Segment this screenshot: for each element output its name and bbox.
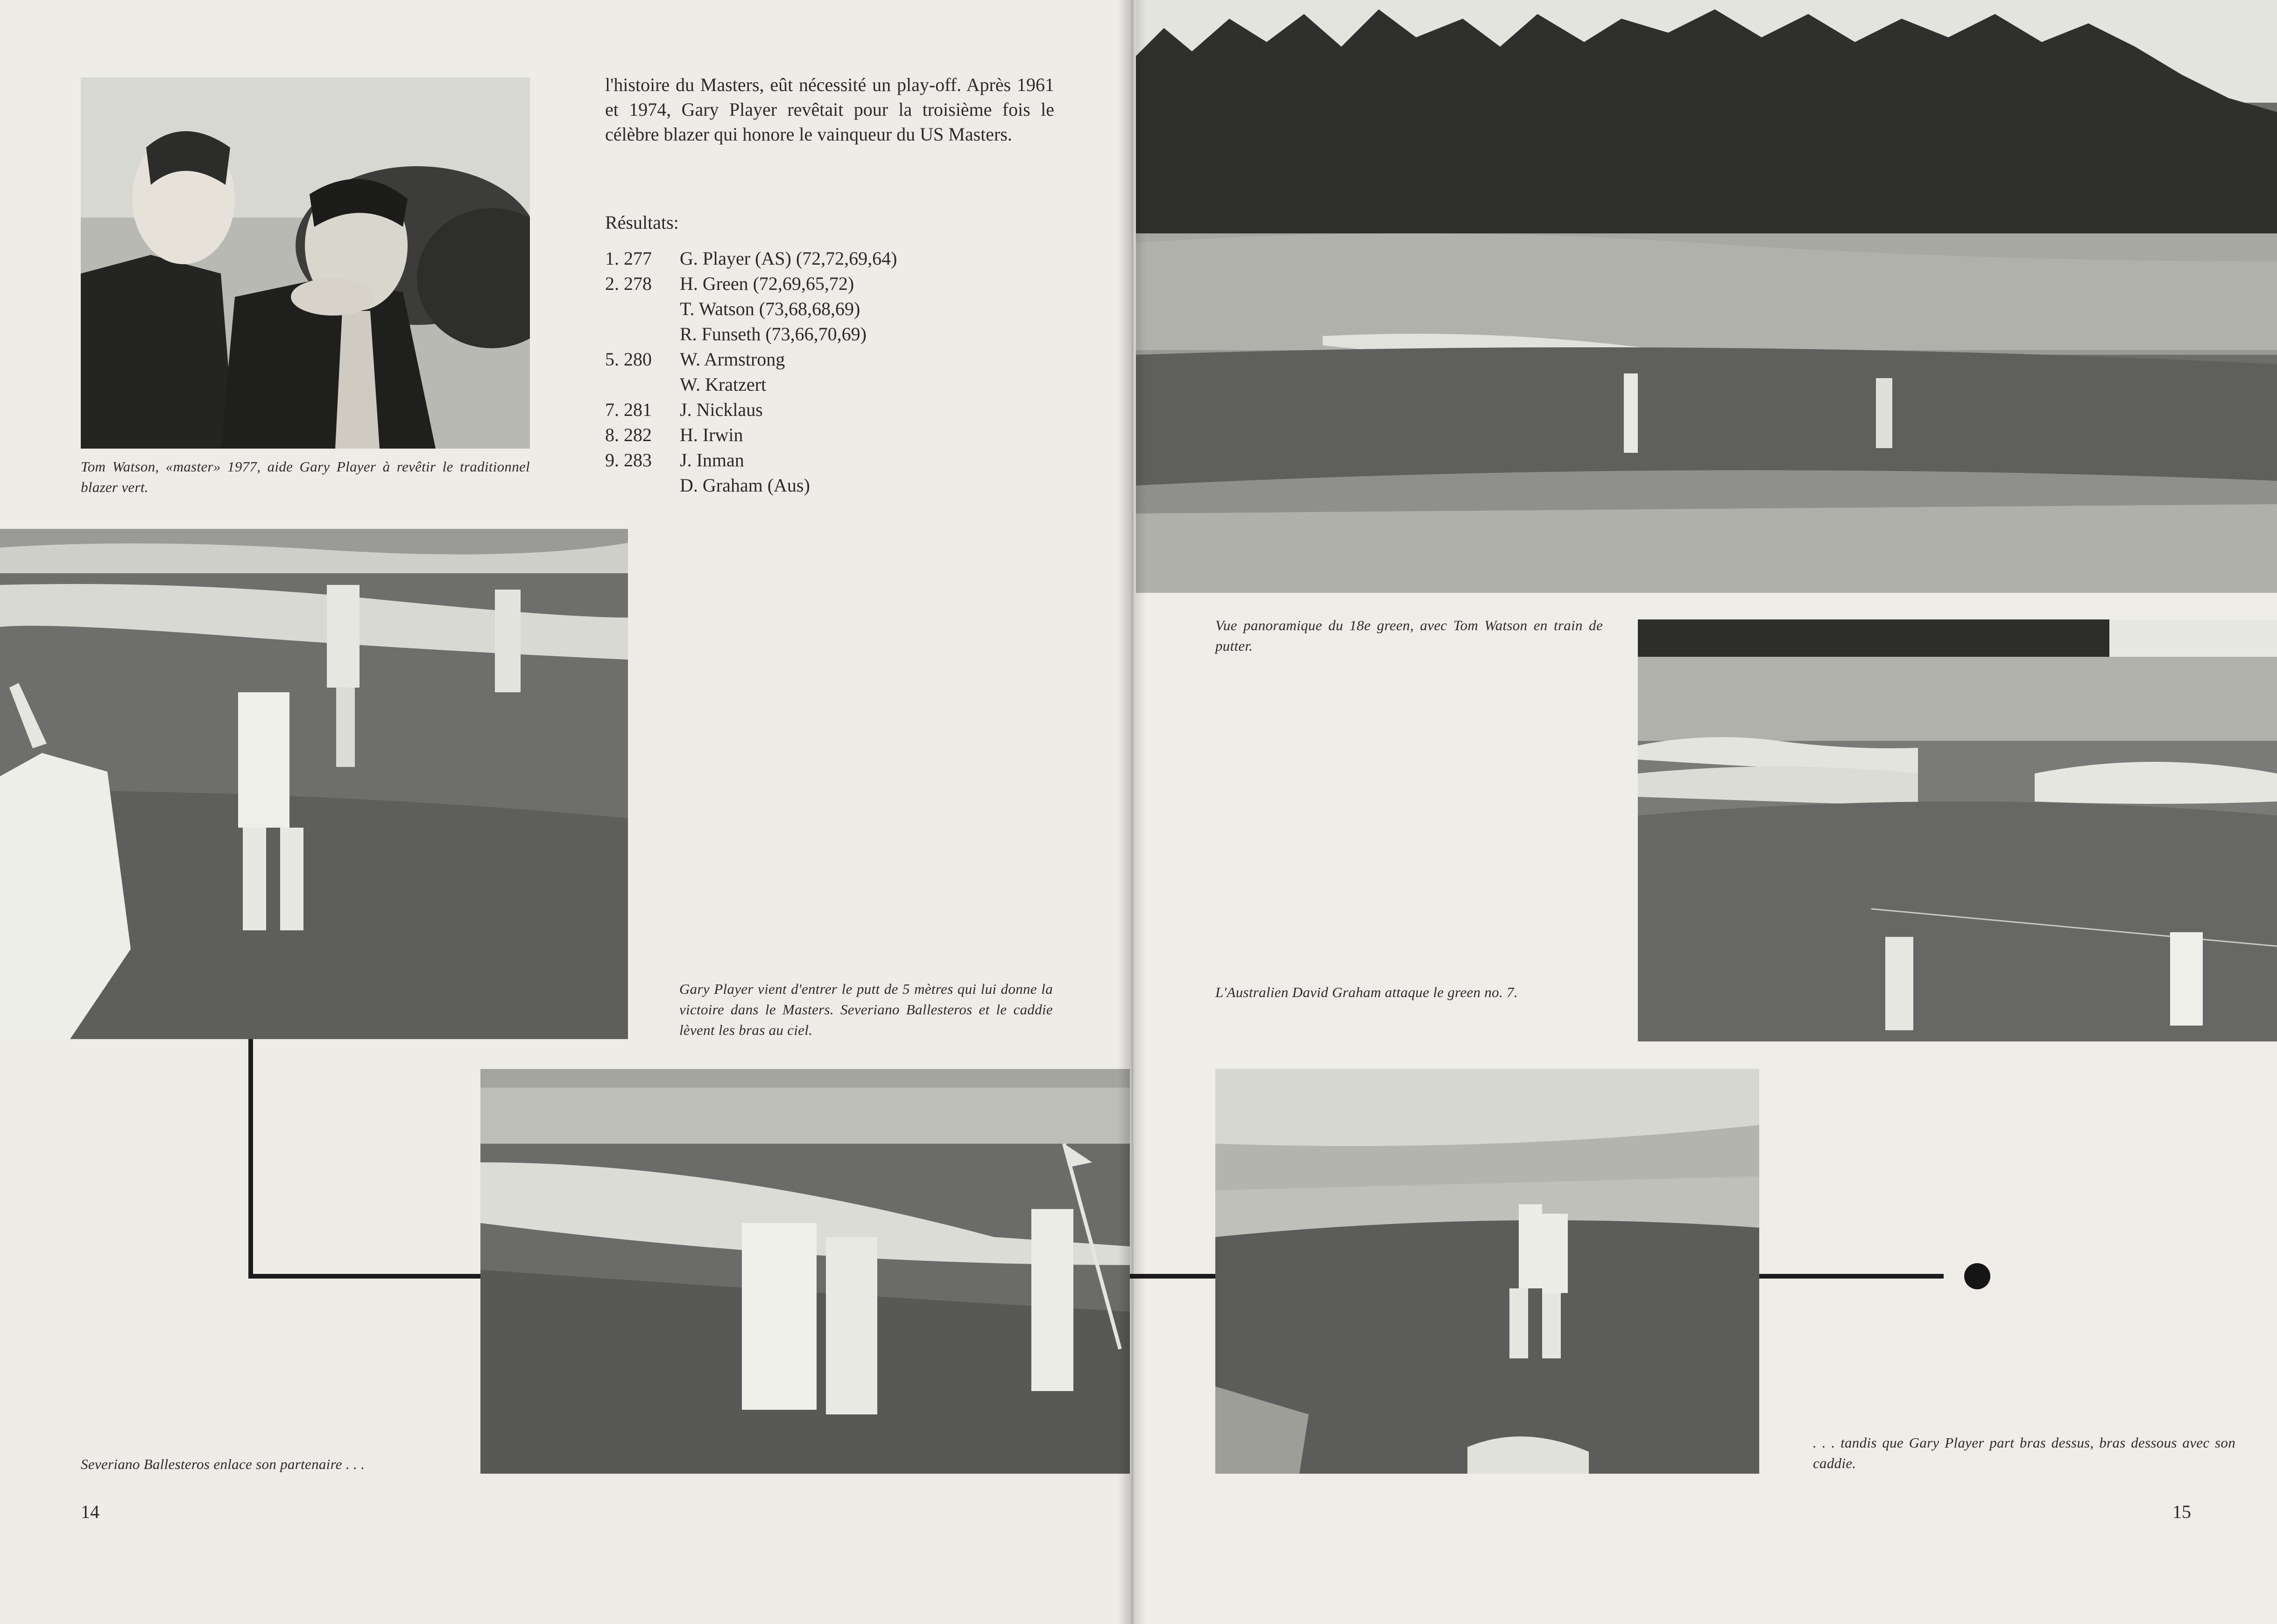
right-page <box>1130 0 2277 1624</box>
page-number-right: 15 <box>2172 1501 2191 1522</box>
result-player: H. Green (72,69,65,72) <box>680 273 854 294</box>
result-row <box>605 422 897 448</box>
caption-graham: L'Australien David Graham attaque le green no. 7. <box>1215 984 1518 1000</box>
caption-caddie: . . . tandis que Gary Player part bras dessus, bras dessous avec son caddie. <box>1813 1434 2235 1471</box>
result-row <box>605 397 897 422</box>
result-rank: 7. 281 <box>605 399 652 420</box>
page-number-left: 14 <box>81 1501 99 1522</box>
result-row <box>605 347 897 372</box>
caption-putt: Gary Player vient d'entrer le putt de 5 mètres qui lui donne la victoire dans le Masters. Severiano Ballesteros et le caddie lèvent les bras au ciel. <box>679 981 1053 1038</box>
result-row <box>605 322 897 347</box>
result-player: J. Inman <box>680 450 744 471</box>
result-player: H. Irwin <box>680 424 743 445</box>
book-gutter <box>1118 0 1146 1624</box>
intro-paragraph: l'histoire du Masters, eût nécessité un play-off. Après 1961 et 1974, Gary Player revêtait pour la troisième fois le célèbre blazer qui honore le vainqueur du US Masters. <box>605 74 1054 145</box>
result-rank: 2. 278 <box>605 273 652 294</box>
end-dot <box>1964 1263 1990 1289</box>
photo-caddie <box>1215 1069 1759 1474</box>
result-rank: 1. 277 <box>605 248 652 269</box>
result-player: W. Kratzert <box>680 374 767 395</box>
results-list <box>605 246 897 498</box>
result-rank <box>605 473 680 498</box>
photo-panorama <box>1136 0 2277 593</box>
photo-embrace <box>480 1069 1130 1474</box>
connector-rule-right <box>1759 1274 1944 1279</box>
result-rank <box>605 296 680 322</box>
results-title: Résultats: <box>605 212 679 233</box>
result-player: D. Graham (Aus) <box>680 475 810 496</box>
result-rank: 5. 280 <box>605 349 652 370</box>
result-rank <box>605 372 680 397</box>
result-rank: 8. 282 <box>605 424 652 445</box>
result-player: R. Funseth (73,66,70,69) <box>680 323 867 344</box>
caption-ballesteros: Severiano Ballesteros enlace son partenaire . . . <box>81 1456 365 1472</box>
result-player: J. Nicklaus <box>680 399 763 420</box>
result-row <box>605 448 897 473</box>
result-row <box>605 372 897 397</box>
caption-watson: Tom Watson, «master» 1977, aide Gary Player à revêtir le traditionnel blazer vert. <box>81 458 530 495</box>
photo-blazer <box>81 77 530 449</box>
bracket-rule-horizontal <box>248 1274 480 1279</box>
result-rank: 9. 283 <box>605 450 652 471</box>
caption-panorama: Vue panoramique du 18e green, avec Tom Watson en train de putter. <box>1215 617 1603 654</box>
result-row <box>605 473 897 498</box>
photo-winning-putt <box>0 529 628 1039</box>
bracket-rule-vertical <box>248 1039 253 1279</box>
result-rank <box>605 322 680 347</box>
result-player: G. Player (AS) (72,72,69,64) <box>680 248 897 269</box>
left-page <box>0 0 1130 1624</box>
result-row <box>605 271 897 296</box>
result-row <box>605 246 897 271</box>
result-player: W. Armstrong <box>680 349 785 370</box>
photo-graham <box>1638 619 2277 1041</box>
result-row <box>605 296 897 322</box>
result-player: T. Watson (73,68,68,69) <box>680 298 860 319</box>
